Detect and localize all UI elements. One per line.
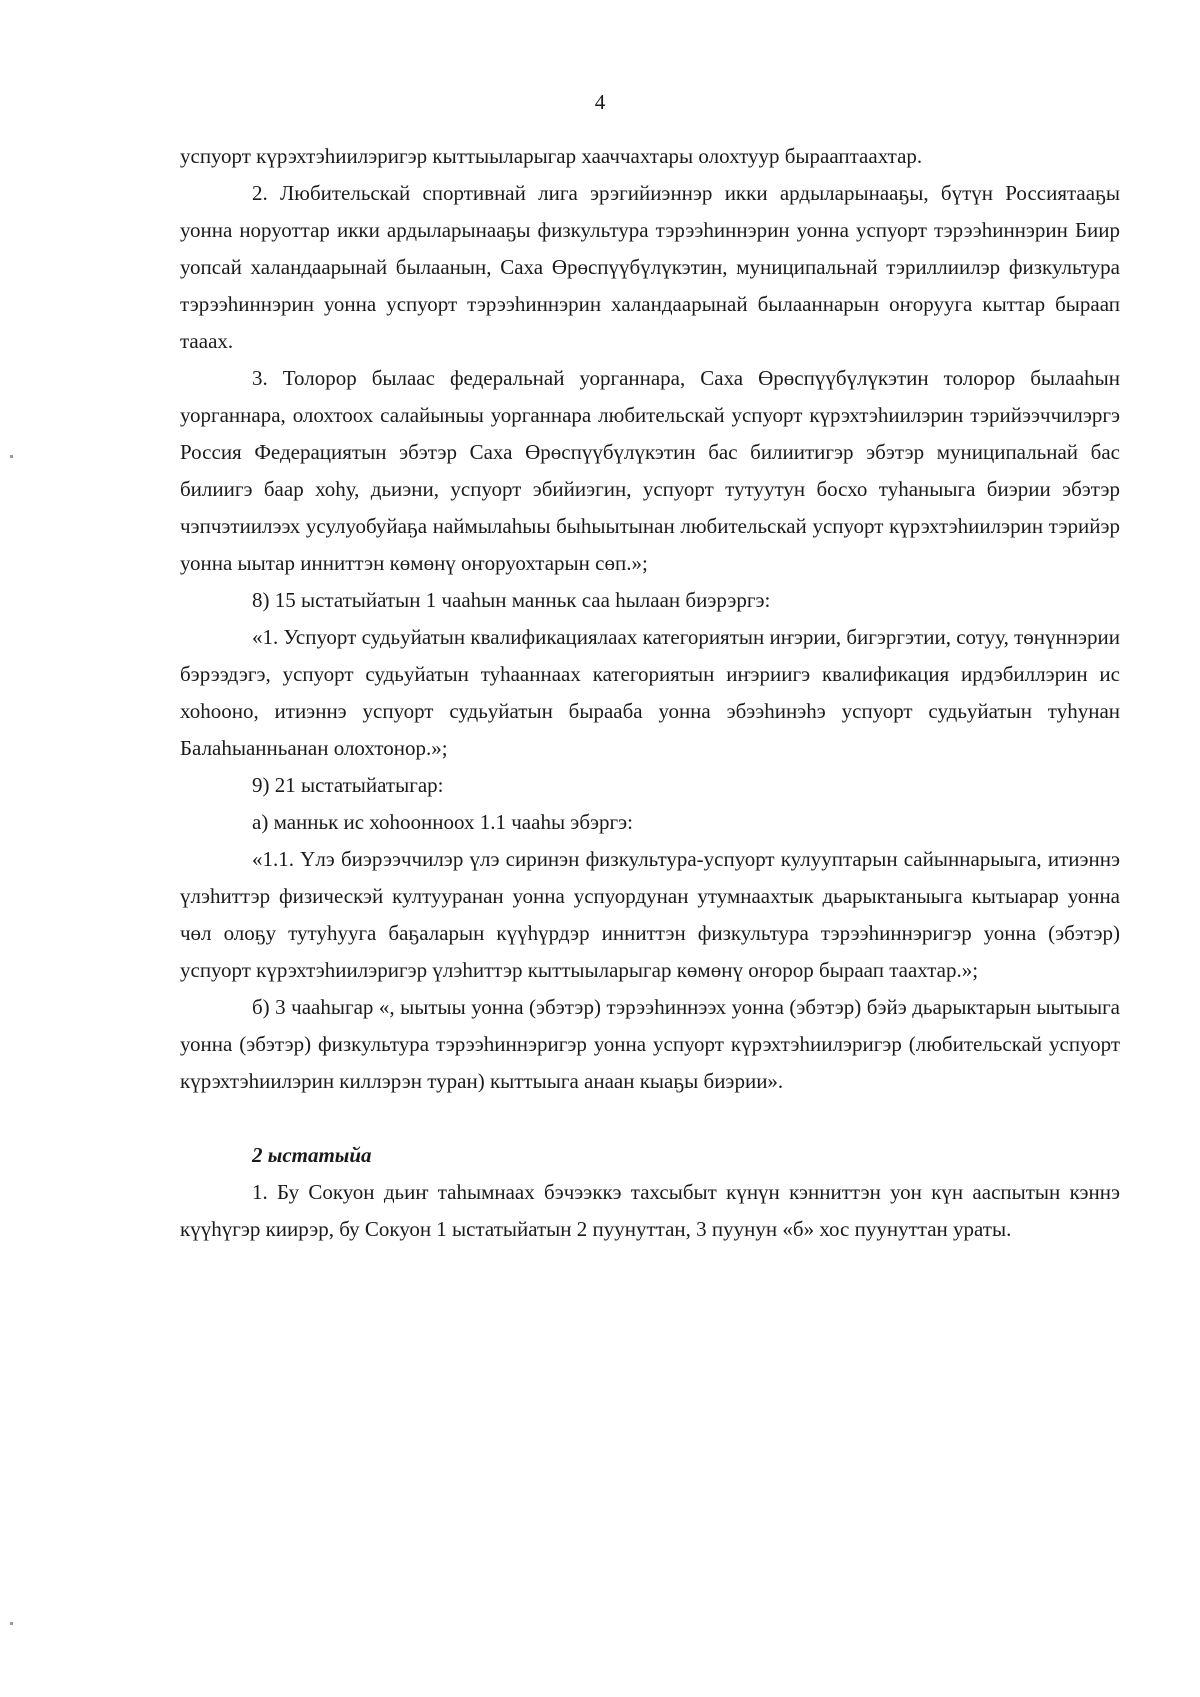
scan-margin-mark — [10, 1622, 13, 1625]
paragraph-subitem-a: а) манньк ис хоһооннoох 1.1 чааһы эбэргэ: — [252, 810, 633, 834]
article-2-heading: 2 ыстатыйа — [252, 1143, 372, 1167]
paragraph-quote-part-1-1: «1.1. Үлэ биэрээччилэр үлэ сиринэн физкультура-успуорт кулууптарын сайыннарыыга, итиэннэ үлэһиттэр физическэй култууранан уонна успуордунан утумнаахтык дьарыктаныыга кытыарар уонна чөл олоҕу тутуһууга баҕаларын күүһүрдэр инниттэн физкультура тэрээһиннэригэр уонна (эбэтэр) успуорт күрэхтэһиилэригэр үлэһиттэр кыттыыларыгар көмөнү оҥорор быраап таахтар.»; — [180, 847, 1120, 982]
page-number: 4 — [594, 90, 606, 114]
paragraph-continuation: успуорт күрэхтэһиилэригэр кыттыыларыгар хааччахтары олохтуур бырааптаахтар. — [180, 144, 923, 168]
document-body — [180, 138, 1120, 1248]
paragraph-quote-part-1: «1. Успуорт судьуйатын квалификациялаах категориятын иҥэрии, бигэргэтии, сотуу, төнүннэрии бэрээдэгэ, успуорт судьуйатын туһааннаах категориятын иҥэриигэ квалификация ирдэбиллэрин ис хоһооно, итиэннэ успуорт судьуйатын быраaба уонна эбээһинэһэ успуорт судьуйатын туһунан Балаһыанньанан олохтонор.»; — [180, 625, 1120, 760]
paragraph-subitem-b: б) 3 чааһыгар «, ыытыы уонна (эбэтэр) тэрээһиннээх уонна (эбэтэр) бэйэ дьарыктарын ыытыыга уонна (эбэтэр) физкультура тэрээһиннэригэр уонна успуорт күрэхтэһиилэригэр (любительскай успуорт күрэхтэһиилэрин киллэрэн туран) кыттыыга анаан кыаҕы биэрии». — [180, 995, 1120, 1093]
paragraph-point-3: 3. Толорор былаас федеральнай уорганнара, Саха Өрөспүүбүлүкэтин толорор былааһын уорганнара, олохтоох салайыныы уорганнара любительскай успуорт күрэхтэһиилэрин тэрийээччилэргэ Россия Федерациятын эбэтэр Саха Өрөспүүбүлүкэтин бас билиитигэр эбэтэр муниципальнай бас билиигэ баар хоһу, дьиэни, успуорт эбийиэгин, успуорт тутуутун босхо туһаныыга биэрии эбэтэр чэпчэтиилээх усулуобуйаҕа наймылаһыы быһыытынан любительскай успуорт күрэхтэһиилэрин тэрийэр уонна ыытар инниттэн көмөнү оҥоруохтарын сөп.»; — [180, 366, 1120, 575]
paragraph-item-9: 9) 21 ыстатыйатыгар: — [252, 773, 444, 797]
paragraph-point-2: 2. Любительскай спортивнай лига эрэгийиэннэр икки ардыларынааҕы, бүтүн Россиятааҕы уонна норуоттар икки ардыларынааҕы физкультура тэрээһиннэрин уонна успуорт тэрээһиннэрин Биир уопсай халандаарынай былаанын, Саха Өрөспүүбүлүкэтин, муниципальнай тэриллиилэр физкультура тэрээһиннэрин уонна успуорт тэрээһиннэрин халандаарынай былааннарын оҥорууга кыттар быраап тааах. — [180, 181, 1120, 353]
paragraph-article-2-point-1: 1. Бу Сокуон дьиҥ таһымнаах бэчээккэ тахсыбыт күнүн кэнниттэн уон күн ааспытын кэннэ күүһүгэр киирэр, бу Сокуон 1 ыстатыйатын 2 пуунуттан, 3 пуунун «б» хос пуунуттан ураты. — [180, 1180, 1120, 1241]
paragraph-item-8: 8) 15 ыстатыйатын 1 чааһын манньк саа һылаан биэрэргэ: — [252, 588, 771, 612]
scan-margin-mark — [10, 455, 13, 458]
